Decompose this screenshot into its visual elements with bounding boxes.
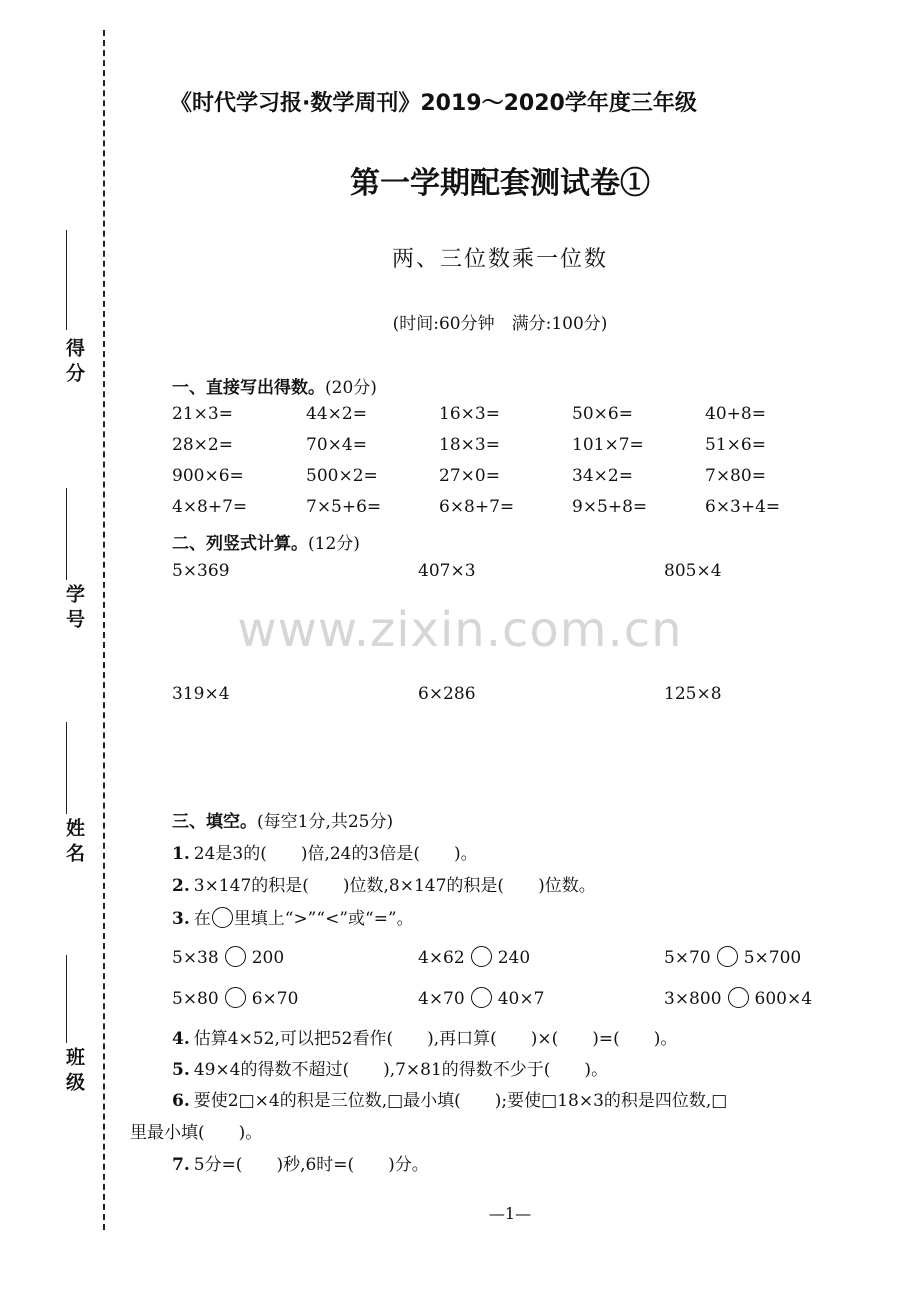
question-number: 5. bbox=[172, 1060, 190, 1080]
s1-problem: 27×0= bbox=[439, 466, 500, 486]
comparison-left: 5×38 bbox=[172, 948, 219, 968]
question-number: 2. bbox=[172, 876, 190, 896]
comparison-right: 6×70 bbox=[251, 989, 299, 1009]
comparison-right: 200 bbox=[251, 948, 285, 968]
s1-problem: 28×2= bbox=[172, 435, 233, 455]
comparison-item bbox=[418, 946, 530, 968]
comparison-left: 5×70 bbox=[664, 948, 711, 968]
s1-problem: 101×7= bbox=[572, 435, 644, 455]
answer-circle-icon[interactable] bbox=[728, 987, 749, 1008]
s1-problem: 6×8+7= bbox=[439, 497, 515, 517]
s1-problem: 44×2= bbox=[306, 404, 367, 424]
page-number: —1— bbox=[488, 1204, 532, 1223]
section2-heading bbox=[172, 529, 360, 554]
section1-heading bbox=[172, 373, 377, 398]
s1-problem: 7×5+6= bbox=[306, 497, 382, 517]
comparison-right: 240 bbox=[497, 948, 531, 968]
class-field bbox=[48, 955, 88, 1115]
section2-points: (12分) bbox=[308, 534, 360, 554]
comparison-item bbox=[418, 987, 544, 1009]
comparison-item bbox=[172, 987, 298, 1009]
s3-question-6-continued: 里最小填( )。 bbox=[130, 1123, 263, 1143]
s3-question-2 bbox=[172, 871, 596, 896]
question-number: 7. bbox=[172, 1155, 190, 1175]
s2-problem: 407×3 bbox=[418, 561, 476, 581]
section1-title: 一、直接写出得数。 bbox=[172, 378, 325, 398]
s2-problem: 805×4 bbox=[664, 561, 722, 581]
name-blank[interactable] bbox=[66, 722, 67, 814]
exam-meta: (时间:60分钟 满分:100分) bbox=[392, 314, 608, 334]
student-id-field bbox=[48, 488, 88, 648]
s1-problem: 4×8+7= bbox=[172, 497, 248, 517]
answer-circle-icon[interactable] bbox=[717, 946, 738, 967]
comparison-right: 40×7 bbox=[497, 989, 545, 1009]
s1-problem: 34×2= bbox=[572, 466, 633, 486]
comparison-item bbox=[664, 987, 812, 1009]
answer-circle-icon[interactable] bbox=[471, 987, 492, 1008]
watermark: www.zixin.com.cn bbox=[237, 602, 683, 658]
comparison-left: 3×800 bbox=[664, 989, 722, 1009]
question-number: 4. bbox=[172, 1029, 190, 1049]
s1-problem: 50×6= bbox=[572, 404, 633, 424]
question-text: 要使2□×4的积是三位数,□最小填( );要使□18×3的积是四位数,□ bbox=[193, 1091, 728, 1111]
question-text: 3×147的积是( )位数,8×147的积是( )位数。 bbox=[193, 876, 596, 896]
student-id-label: 学号 bbox=[63, 584, 85, 634]
section2-title: 二、列竖式计算。 bbox=[172, 534, 308, 554]
question-text: 49×4的得数不超过( ),7×81的得数不少于( )。 bbox=[193, 1060, 609, 1080]
comparison-right: 600×4 bbox=[754, 989, 813, 1009]
question-number: 1. bbox=[172, 844, 190, 864]
answer-circle-icon[interactable] bbox=[225, 987, 246, 1008]
section3-points: (每空1分,共25分) bbox=[257, 812, 394, 832]
s3-question-6 bbox=[172, 1086, 727, 1111]
s3-question-7 bbox=[172, 1150, 429, 1175]
s3-question-4 bbox=[172, 1024, 677, 1049]
score-field bbox=[48, 230, 88, 390]
s3-question-1 bbox=[172, 839, 478, 864]
section3-title: 三、填空。 bbox=[172, 812, 257, 832]
comparison-item bbox=[172, 946, 284, 968]
comparison-left: 5×80 bbox=[172, 989, 219, 1009]
question-text: 估算4×52,可以把52看作( ),再口算( )×( )=( )。 bbox=[193, 1029, 678, 1049]
s1-problem: 7×80= bbox=[705, 466, 766, 486]
s2-problem: 6×286 bbox=[418, 684, 476, 704]
answer-circle-icon[interactable] bbox=[225, 946, 246, 967]
s2-problem: 319×4 bbox=[172, 684, 230, 704]
score-blank[interactable] bbox=[66, 230, 67, 330]
name-field bbox=[48, 722, 88, 882]
question-text-pre: 在 bbox=[193, 909, 211, 929]
s2-problem: 5×369 bbox=[172, 561, 230, 581]
s3-question-3 bbox=[172, 904, 414, 929]
s1-problem: 9×5+8= bbox=[572, 497, 648, 517]
s1-problem: 51×6= bbox=[705, 435, 766, 455]
s1-problem: 500×2= bbox=[306, 466, 378, 486]
exam-title-line2: 第一学期配套测试卷① bbox=[350, 166, 650, 201]
s1-problem: 18×3= bbox=[439, 435, 500, 455]
question-text-post: 里填上“>”“<”或“=”。 bbox=[233, 909, 414, 929]
circle-icon bbox=[212, 907, 233, 928]
comparison-left: 4×70 bbox=[418, 989, 465, 1009]
question-number: 6. bbox=[172, 1091, 190, 1111]
s1-problem: 40+8= bbox=[705, 404, 766, 424]
s1-problem: 6×3+4= bbox=[705, 497, 781, 517]
exam-subtitle: 两、三位数乘一位数 bbox=[391, 247, 608, 272]
answer-circle-icon[interactable] bbox=[471, 946, 492, 967]
question-text: 5分=( )秒,6时=( )分。 bbox=[193, 1155, 429, 1175]
comparison-left: 4×62 bbox=[418, 948, 465, 968]
student-id-blank[interactable] bbox=[66, 488, 67, 580]
section3-heading bbox=[172, 807, 393, 832]
s1-problem: 21×3= bbox=[172, 404, 233, 424]
comparison-item bbox=[664, 946, 801, 968]
comparison-right: 5×700 bbox=[743, 948, 802, 968]
section1-points: (20分) bbox=[325, 378, 377, 398]
s2-problem: 125×8 bbox=[664, 684, 722, 704]
s1-problem: 70×4= bbox=[306, 435, 367, 455]
class-label: 班级 bbox=[63, 1047, 85, 1097]
s3-question-5 bbox=[172, 1055, 608, 1080]
name-label: 姓名 bbox=[63, 818, 85, 868]
question-text: 24是3的( )倍,24的3倍是( )。 bbox=[193, 844, 478, 864]
s1-problem: 900×6= bbox=[172, 466, 244, 486]
exam-title-line1: 《时代学习报·数学周刊》2019～2020学年度三年级 bbox=[170, 91, 697, 116]
question-number: 3. bbox=[172, 909, 190, 929]
score-label: 得分 bbox=[63, 338, 85, 388]
class-blank[interactable] bbox=[66, 955, 67, 1043]
binding-dash-line bbox=[103, 30, 105, 1230]
s1-problem: 16×3= bbox=[439, 404, 500, 424]
